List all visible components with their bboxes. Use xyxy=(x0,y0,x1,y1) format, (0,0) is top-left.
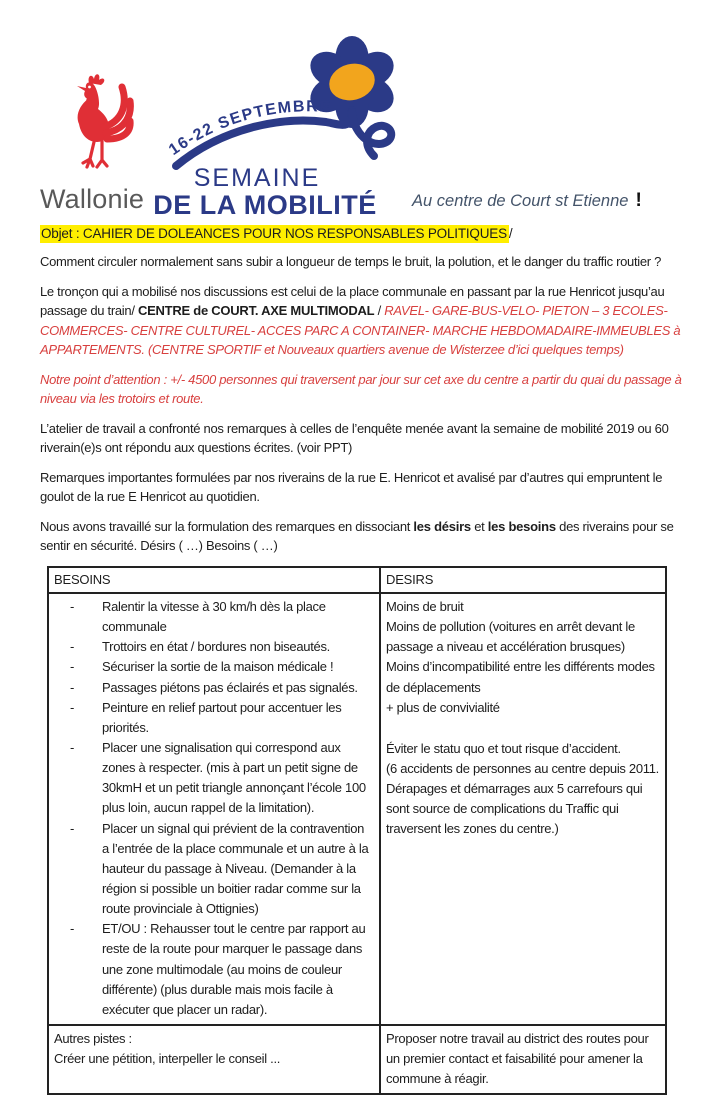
subject-highlighted-text: Objet : CAHIER DE DOLEANCES POUR NOS RESPONSABLES POLITIQUES xyxy=(40,225,509,243)
paragraph-intro: Comment circuler normalement sans subir a longueur de temps le bruit, la polution, et le danger du traffic routier ? xyxy=(40,252,686,272)
desirs-line: Moins de pollution (voitures en arrêt devant le passage a niveau et accélération brusques) xyxy=(386,617,659,657)
desirs-line: Moins de bruit xyxy=(386,597,659,617)
location-note xyxy=(412,190,642,212)
besoins-item-text: Passages piétons pas éclairés et pas signalés. xyxy=(102,678,373,698)
location-note-exclamation: ! xyxy=(635,190,641,211)
besoins-item-text: Ralentir la vitesse à 30 km/h dès la place communale xyxy=(102,597,373,637)
paragraph-atelier: L’atelier de travail a confronté nos remarques à celles de l’enquête menée avant la semaine de mobilité 2019 ou 60 riverain(e)s ont répondu aux questions écrites. (voir PPT) xyxy=(40,419,686,458)
proposer-cell xyxy=(380,1025,666,1094)
wallonie-rooster-icon xyxy=(52,70,132,182)
table-main-row xyxy=(48,593,666,1025)
besoins-cell xyxy=(48,593,380,1025)
besoins-item xyxy=(53,698,373,738)
desirs-line: + plus de convivialité xyxy=(386,698,659,718)
besoins-item-text: Sécuriser la sortie de la maison médicale ! xyxy=(102,657,373,677)
dash-bullet xyxy=(53,919,102,1020)
besoins-item xyxy=(53,678,373,698)
desirs-line: Éviter le statu quo et tout risque d’accident. xyxy=(386,739,659,759)
paragraph-troncon-separator: / xyxy=(374,303,384,318)
dash-bullet xyxy=(53,738,102,819)
subject-line xyxy=(40,226,512,241)
subject-suffix: / xyxy=(509,226,513,241)
paragraph-troncon xyxy=(40,282,686,360)
dash-bullet xyxy=(53,637,102,657)
table-header-desirs: DESIRS xyxy=(380,567,666,594)
besoins-item xyxy=(53,657,373,677)
besoins-item xyxy=(53,637,373,657)
paragraph-formulation xyxy=(40,517,686,556)
location-note-text: Au centre de Court st Etienne xyxy=(412,192,628,210)
besoins-item-text: ET/OU : Rehausser tout le centre par rapport au reste de la route pour marquer le passage dans une zone multimodale (au moins de couleur différente) (plus durable mais mois facile à exécuter que placer un radar). xyxy=(102,919,373,1020)
desirs-line: (6 accidents de personnes au centre depuis 2011. Dérapages et démarrages aux 5 carrefours qui sont source de complications du Traffic qui traversent les zones du centre.) xyxy=(386,759,659,840)
dash-bullet xyxy=(53,597,102,637)
besoins-item xyxy=(53,919,373,1020)
desirs-spacer xyxy=(386,718,659,739)
wallonie-label: Wallonie xyxy=(38,184,148,215)
paragraph-formulation-desirs: les désirs xyxy=(413,519,471,534)
dash-bullet xyxy=(53,678,102,698)
paragraph-troncon-bold: CENTRE de COURT. AXE MULTIMODAL xyxy=(138,303,374,318)
paragraph-troncon-start: Le tronçon qui a mobilisé nos discussions est celui de la place communale en passant par la rue Henricot jusqu’au passage du train/ xyxy=(40,284,664,319)
dash-bullet xyxy=(53,698,102,738)
logo-line1: SEMAINE xyxy=(194,164,321,192)
desirs-list-accidents xyxy=(386,739,659,840)
mobility-week-logo xyxy=(150,26,424,226)
besoins-item xyxy=(53,597,373,637)
besoins-desirs-table xyxy=(47,566,667,1095)
paragraph-attention: Notre point d’attention : +/- 4500 personnes qui traversent par jour sur cet axe du centre a partir du quai du passage à niveau via les trotoirs et route. xyxy=(40,370,686,409)
document-body xyxy=(40,252,686,1095)
desirs-line: Moins d’incompatibilité entre les différents modes de déplacements xyxy=(386,657,659,697)
besoins-item-text: Peinture en relief partout pour accentuer les priorités. xyxy=(102,698,373,738)
logo-arc-dates: 16-22 SEPTEMBRE xyxy=(166,98,332,159)
mobility-week-flower-icon xyxy=(150,26,424,226)
table-bottom-row xyxy=(48,1025,666,1094)
autres-pistes-list xyxy=(54,1029,373,1069)
besoins-item xyxy=(53,819,373,920)
paragraph-formulation-mid: et xyxy=(471,519,488,534)
paragraph-troncon-red: RAVEL- GARE-BUS-VELO- PIETON – 3 ECOLES-COMMERCES- CENTRE CULTUREL- ACCES PARC A CONTAINER- MARCHE HEBDOMADAIRE-IMMEUBLES à APPARTEMENTS. (CENTRE SPORTIF et Nouveaux quartiers avenue de Wisterzee d’ici quelques temps) xyxy=(40,303,680,357)
besoins-list xyxy=(53,597,373,1020)
dash-bullet xyxy=(53,657,102,677)
autres-pistes-line: Autres pistes : xyxy=(54,1029,373,1049)
besoins-item-text: Trottoirs en état / bordures non biseautés. xyxy=(102,637,373,657)
paragraph-remarques: Remarques importantes formulées par nos riverains de la rue E. Henricot et avalisé par d’autres qui empruntent le goulot de la rue E Henricot au quotidien. xyxy=(40,468,686,507)
autres-pistes-cell xyxy=(48,1025,380,1094)
paragraph-formulation-besoins: les besoins xyxy=(488,519,556,534)
logo-line2: DE LA MOBILITÉ xyxy=(153,189,377,220)
wallonie-logo xyxy=(38,70,148,215)
besoins-item-text: Placer une signalisation qui correspond aux zones à respecter. (mis à part un petit signe de 30kmH et un petit triangle annonçant l’école 100 plus loin, aucun rappel de la limitation). xyxy=(102,738,373,819)
paragraph-formulation-start: Nous avons travaillé sur la formulation des remarques en dissociant xyxy=(40,519,413,534)
besoins-item-text: Placer un signal qui prévient de la contravention a l’entrée de la place communale et un autre à la hauteur du passage à Niveau. (Demander à la région si possible un boitier radar comme sur la route provinciale à Ottignies) xyxy=(102,819,373,920)
desirs-cell xyxy=(380,593,666,1025)
besoins-item xyxy=(53,738,373,819)
paragraph-formulation-end: des riverains pour se sentir en sécurité. Désirs ( …) Besoins ( …) xyxy=(40,519,674,554)
desirs-list-primary xyxy=(386,597,659,718)
proposer-text: Proposer notre travail au district des routes pour un premier contact et faisabilité pour amener la commune à réagir. xyxy=(386,1029,659,1089)
autres-pistes-line: Créer une pétition, interpeller le conseil ... xyxy=(54,1049,373,1069)
table-header-besoins: BESOINS xyxy=(48,567,380,594)
dash-bullet xyxy=(53,819,102,920)
table-header-row xyxy=(48,567,666,594)
